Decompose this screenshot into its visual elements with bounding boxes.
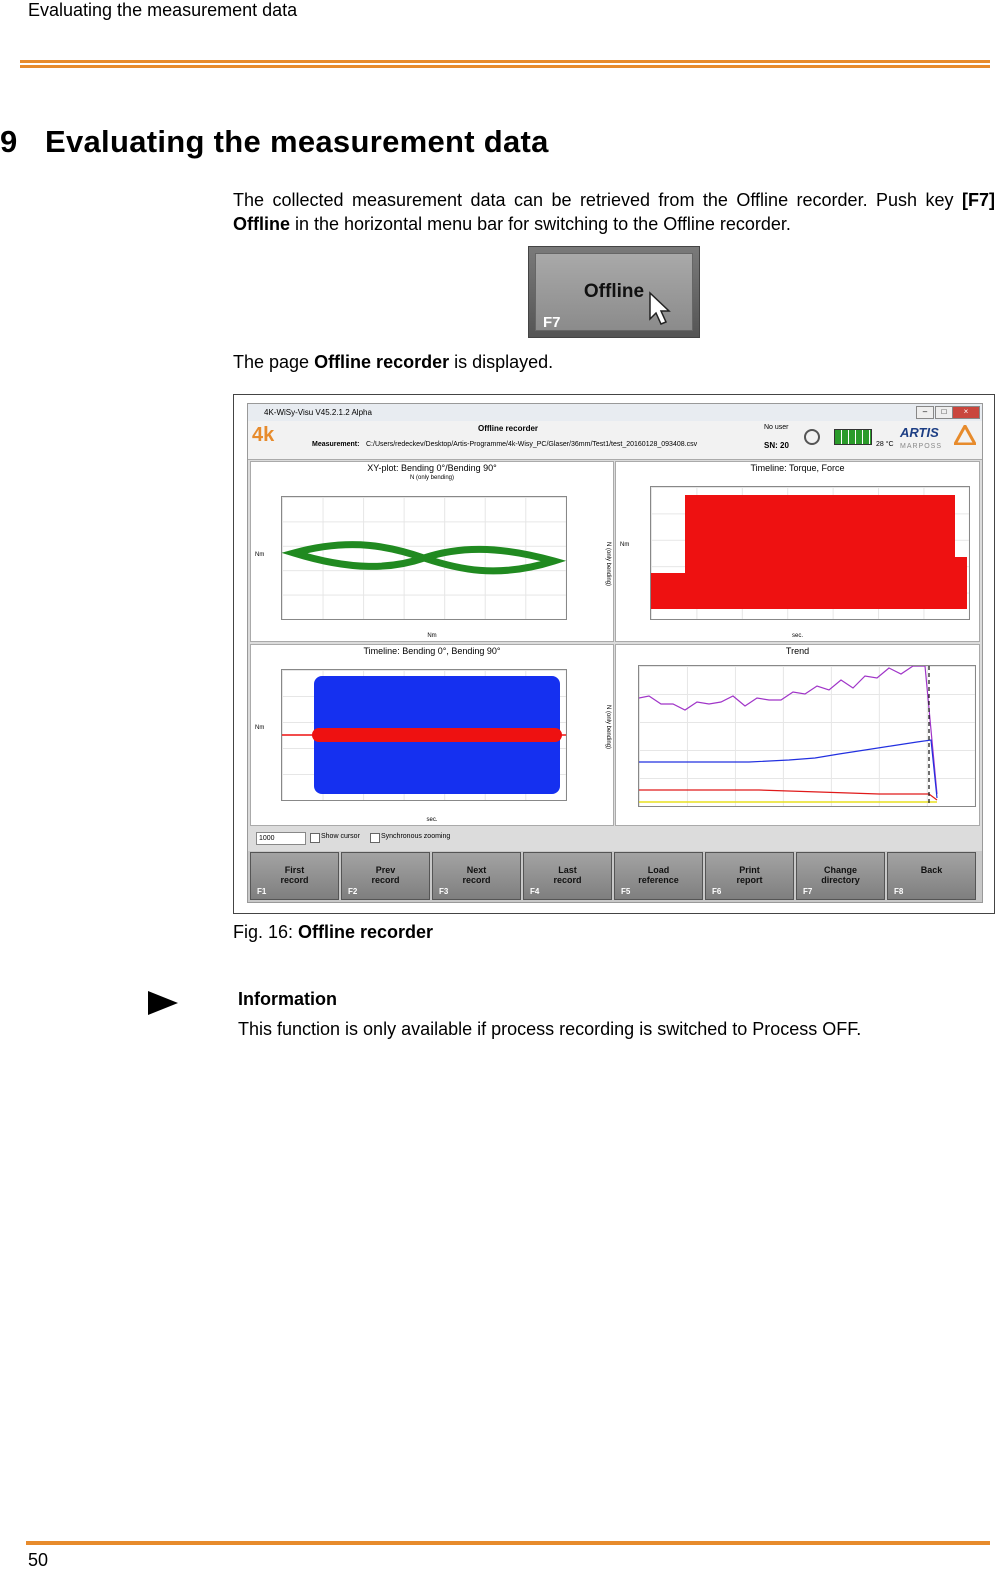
f7-key: F7 <box>543 314 561 331</box>
button-label: Change directory <box>821 865 860 885</box>
running-head: Evaluating the measurement data <box>28 0 298 20</box>
load-reference-button[interactable] <box>614 852 703 900</box>
button-key: F2 <box>348 887 358 896</box>
f7-label: Offline <box>583 281 645 302</box>
sync-zoom-checkbox[interactable] <box>370 833 380 843</box>
intro-key: [F7] Offline <box>233 190 995 234</box>
y2-axis-label: N (only bending) <box>605 705 611 750</box>
measurement-path: C:/Users/redeckev/Desktop/Artis-Programme/4k-Wisy_PC/Glaser/36mm/Test1/test_20160128_093408.csv <box>366 441 698 448</box>
measurement-label: Measurement: <box>312 441 360 448</box>
footer-rule <box>26 1541 990 1545</box>
trend-plot-area <box>638 665 976 807</box>
window-titlebar <box>248 404 982 421</box>
y-axis-label: Nm <box>620 542 630 548</box>
button-key: F6 <box>712 887 722 896</box>
app-header <box>248 421 982 460</box>
next-record-button[interactable] <box>432 852 521 900</box>
button-label: Prev record <box>371 865 400 885</box>
f7-offline-button-image <box>528 246 700 338</box>
torque-signal <box>651 487 969 619</box>
panel-title: Timeline: Torque, Force <box>750 463 845 473</box>
x-axis-label: sec. <box>426 817 438 823</box>
wireless-signal-icon <box>804 429 820 445</box>
displayed-bold: Offline recorder <box>314 352 450 372</box>
button-label: Load reference <box>638 865 679 885</box>
user-status: No user <box>764 424 789 431</box>
information-title: Information <box>238 989 337 1009</box>
xy-plot-area <box>281 496 567 620</box>
button-key: F3 <box>439 887 449 896</box>
brand-logo: ARTIS <box>900 425 939 440</box>
print-report-button[interactable] <box>705 852 794 900</box>
trend-lines <box>639 666 975 806</box>
button-key: F8 <box>894 887 904 896</box>
button-label: Back <box>920 865 943 875</box>
app-logo-icon: 4k <box>252 424 275 446</box>
panel-title: Trend <box>785 646 810 656</box>
maximize-icon: □ <box>935 406 953 419</box>
last-record-button[interactable] <box>523 852 612 900</box>
cursor-arrow-icon <box>647 291 673 327</box>
xy-curve <box>282 497 566 619</box>
window-title: 4K-WiSy-Visu V45.2.1.2 Alpha <box>264 408 372 417</box>
show-cursor-checkbox[interactable] <box>310 833 320 843</box>
panel-title: Timeline: Bending 0°, Bending 90° <box>363 646 501 656</box>
section-heading <box>0 124 549 160</box>
intro-text-end: in the horizontal menu bar for switching to the Offline recorder. <box>290 214 791 234</box>
bending-timeline-panel <box>250 644 614 826</box>
torque-force-panel <box>615 461 980 642</box>
trend-panel <box>615 644 980 826</box>
sync-zoom-label: Synchronous zooming <box>381 833 451 840</box>
displayed-text: The page <box>233 352 315 372</box>
records-spinbox[interactable]: 1000 <box>256 832 306 845</box>
displayed-paragraph <box>233 352 553 373</box>
figure-caption <box>233 922 433 943</box>
displayed-text-end: is displayed. <box>449 352 554 372</box>
button-key: F5 <box>621 887 631 896</box>
section-number: 9 <box>0 124 18 159</box>
caption-prefix: Fig. 16: <box>233 922 299 942</box>
bending-plot-area <box>281 669 567 801</box>
button-key: F1 <box>257 887 267 896</box>
information-text: This function is only available if process recording is switched to Process OFF. <box>238 1019 862 1039</box>
button-label: Print report <box>736 865 763 885</box>
section-title: Evaluating the measurement data <box>45 124 549 159</box>
y2-axis-label: N (only bending) <box>605 542 611 587</box>
first-record-button[interactable] <box>250 852 339 900</box>
prev-record-button[interactable] <box>341 852 430 900</box>
caption-title: Offline recorder <box>298 922 434 942</box>
page-title: Offline recorder <box>478 424 539 433</box>
torque-plot-area <box>650 486 970 620</box>
x-axis-label: Nm <box>427 633 437 639</box>
button-label: Next record <box>462 865 491 885</box>
y-axis-label: Nm <box>255 725 265 731</box>
function-key-bar <box>248 851 982 902</box>
plot-controls <box>248 829 982 847</box>
x-axis-label: sec. <box>791 633 803 639</box>
brand-triangle-icon <box>954 425 976 445</box>
back-button[interactable] <box>887 852 976 900</box>
intro-paragraph <box>233 188 995 236</box>
minimize-icon: – <box>916 406 934 419</box>
battery-icon <box>834 429 872 445</box>
close-icon: × <box>952 406 980 419</box>
show-cursor-label: Show cursor <box>321 833 360 840</box>
offline-recorder-screenshot <box>233 394 995 914</box>
page-number: 50 <box>28 1550 49 1570</box>
y-axis-label: Nm <box>255 552 265 558</box>
intro-text: The collected measurement data can be retrieved from the Offline recorder. Push key <box>233 190 962 210</box>
xy-plot-panel <box>250 461 614 642</box>
serial-number: SN: 20 <box>764 441 789 450</box>
panel-title: XY-plot: Bending 0°/Bending 90° <box>367 463 497 473</box>
button-key: F7 <box>803 887 813 896</box>
button-key: F4 <box>530 887 540 896</box>
header-rule <box>20 60 990 68</box>
triangle-right-icon <box>147 990 179 1016</box>
button-label: First record <box>280 865 309 885</box>
change-directory-button[interactable] <box>796 852 885 900</box>
temperature: 28 °C <box>876 441 894 448</box>
brand-sub: MARPOSS <box>900 443 943 450</box>
button-label: Last record <box>553 865 582 885</box>
top-axis-label: N (only bending) <box>409 475 455 481</box>
app-window <box>247 403 983 903</box>
bending-signal <box>282 670 566 800</box>
